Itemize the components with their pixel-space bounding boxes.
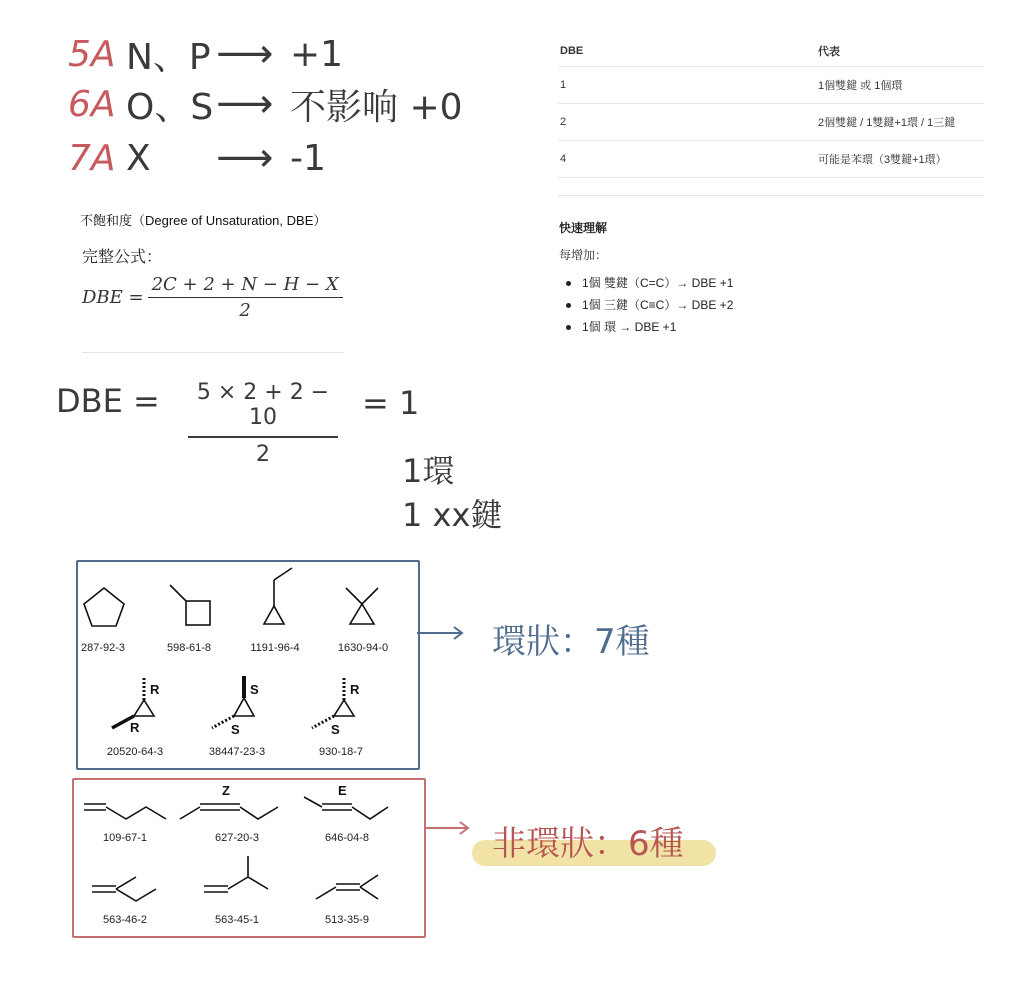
dimethylcyclopropane-structure <box>346 588 378 624</box>
cas-label: 563-45-1 <box>214 914 260 926</box>
note-ring: 1環 <box>402 452 455 490</box>
calc-numerator: 5 × 2 + 2 − 10 <box>188 380 338 438</box>
cas-label: 627-20-3 <box>214 832 260 844</box>
cell-dbe: 4 <box>560 153 567 165</box>
cell-dbe: 1 <box>560 79 567 91</box>
cas-label: 38447-23-3 <box>208 746 266 758</box>
cell-meaning: 2個雙鍵 / 1雙鍵+1環 / 1三鍵 <box>818 117 956 129</box>
stereo-label: S <box>231 722 240 737</box>
list-item: 1個 三鍵（C≡C）→ DBE +2 <box>566 294 733 316</box>
calc-lhs: DBE = <box>56 382 160 420</box>
cas-label: 646-04-8 <box>324 832 370 844</box>
quick-lead: 每增加： <box>559 248 608 262</box>
stereo-label: Z <box>222 783 230 798</box>
note-double: 1 xx鍵 <box>402 496 503 534</box>
stereo-label: S <box>331 722 340 737</box>
effect-label: -1 <box>290 137 326 179</box>
cas-label: 598-61-8 <box>166 642 212 654</box>
cas-label: 513-35-9 <box>324 914 370 926</box>
arrow-icon <box>417 627 462 639</box>
element-label: O、S <box>126 86 214 128</box>
group-label: 5A <box>68 33 116 75</box>
group-label: 6A <box>68 83 116 125</box>
stereo-label: R <box>130 720 140 735</box>
quick-title: 快速理解 <box>559 221 608 235</box>
calc-result: = 1 <box>362 384 420 422</box>
stereo-label: R <box>150 682 160 697</box>
element-label: N、P <box>126 36 211 78</box>
cell-dbe: 2 <box>560 116 567 128</box>
dbe-title: 不飽和度（Degree of Unsaturation, DBE） <box>80 213 327 228</box>
cas-label: 20520-64-3 <box>106 746 164 758</box>
effect-label: 不影响 +0 <box>290 86 463 128</box>
cas-label: 287-92-3 <box>80 642 126 654</box>
list-item: 1個 雙鍵（C=C）→ DBE +1 <box>566 272 733 294</box>
formula-numerator: 2C + 2 + N − H − X <box>148 274 343 298</box>
cell-meaning: 1個雙鍵 或 1個環 <box>818 80 903 92</box>
formula-heading: 完整公式： <box>82 249 163 266</box>
methylcyclobutane-structure <box>170 585 210 625</box>
stereo-label: E <box>338 783 347 798</box>
list-item: 1個 環 → DBE +1 <box>566 316 733 338</box>
arrow-icon: ⟶ <box>216 135 274 181</box>
cas-label: 1191-96-4 <box>250 642 300 654</box>
formula-denominator: 2 <box>239 300 251 321</box>
cyclic-count-label: 環狀：7種 <box>492 622 650 662</box>
arrow-icon: ⟶ <box>216 31 274 77</box>
cyclopropane-ss-structure <box>212 676 254 728</box>
ethylcyclopropane-structure <box>264 568 292 624</box>
formula-lhs: DBE = <box>82 287 144 308</box>
stereo-label: S <box>250 682 259 697</box>
stereo-label: R <box>350 682 360 697</box>
arrow-icon <box>424 822 468 834</box>
cas-label: 1630-94-0 <box>337 642 389 654</box>
cyclopentane-structure <box>84 588 124 626</box>
group-label: 7A <box>68 137 116 179</box>
arrow-icon: ⟶ <box>216 81 274 127</box>
cyclopropane-rs-structure <box>312 676 354 728</box>
cell-meaning: 可能是苯環（3雙鍵+1環） <box>818 154 947 166</box>
element-label: X <box>126 137 151 179</box>
acyclic-count-label: 非環狀：6種 <box>492 824 684 864</box>
effect-label: +1 <box>290 33 344 75</box>
cas-label: 930-18-7 <box>318 746 364 758</box>
calc-denominator: 2 <box>256 442 270 467</box>
cas-label: 563-46-2 <box>102 914 148 926</box>
header-meaning: 代表 <box>818 46 840 58</box>
header-dbe: DBE <box>560 45 584 57</box>
cas-label: 109-67-1 <box>102 832 148 844</box>
